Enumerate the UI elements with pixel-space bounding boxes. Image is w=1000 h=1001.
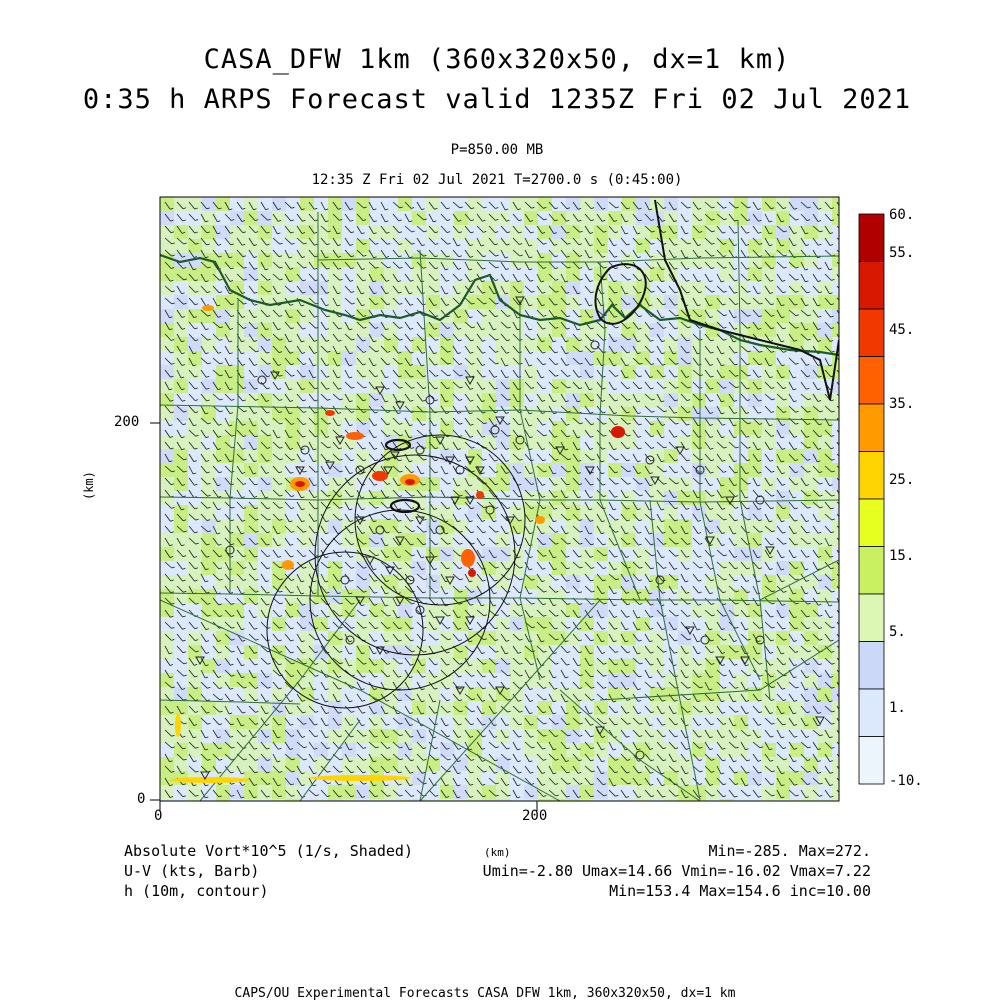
vorticity-shading <box>160 197 847 813</box>
height-stats: Min=153.4 Max=154.6 inc=10.00 <box>609 882 871 900</box>
colorbar <box>859 214 884 784</box>
y-axis-label: (km) <box>82 471 96 500</box>
colorbar-label: 60. <box>889 207 914 223</box>
pressure-level: P=850.00 MB <box>451 142 544 158</box>
footer-credit: CAPS/OU Experimental Forecasts CASA DFW 1km, 360x320x50, dx=1 km <box>235 986 736 1001</box>
legend-wind: U-V (kts, Barb) <box>124 862 259 880</box>
colorbar-label: 15. <box>889 548 914 564</box>
colorbar-label: 5. <box>889 624 906 640</box>
title-line-2: 0:35 h ARPS Forecast valid 1235Z Fri 02 Jul 2021 <box>83 84 911 115</box>
colorbar-label: -10. <box>889 773 923 789</box>
vorticity-stats: Min=-285. Max=272. <box>708 842 871 860</box>
colorbar-label: 55. <box>889 245 914 261</box>
wind-stats: Umin=-2.80 Umax=14.66 Vmin=-16.02 Vmax=7.22 <box>483 862 871 880</box>
title-line-1: CASA_DFW 1km (360x320x50, dx=1 km) <box>204 44 791 75</box>
colorbar-swatch <box>859 547 884 595</box>
x-tick-200: 200 <box>522 808 547 824</box>
colorbar-swatch <box>859 309 884 357</box>
colorbar-swatch <box>859 689 884 737</box>
colorbar-label: 35. <box>889 396 914 412</box>
colorbar-swatch <box>859 499 884 547</box>
colorbar-label: 25. <box>889 472 914 488</box>
colorbar-label: 1. <box>889 700 906 716</box>
y-tick-0: 0 <box>137 791 145 807</box>
x-axis-label: (km) <box>484 846 511 859</box>
colorbar-label: 45. <box>889 322 914 338</box>
colorbar-swatch <box>859 404 884 452</box>
colorbar-swatch <box>859 594 884 642</box>
valid-time: 12:35 Z Fri 02 Jul 2021 T=2700.0 s (0:45:00) <box>312 172 683 188</box>
colorbar-swatch <box>859 357 884 405</box>
x-tick-0: 0 <box>154 808 162 824</box>
colorbar-swatch <box>859 737 884 785</box>
colorbar-swatch <box>859 452 884 500</box>
colorbar-swatch <box>859 642 884 690</box>
legend-height: h (10m, contour) <box>124 882 269 900</box>
colorbar-swatch <box>859 214 884 262</box>
colorbar-swatch <box>859 262 884 310</box>
y-tick-200: 200 <box>114 414 139 430</box>
legend-vorticity: Absolute Vort*10^5 (1/s, Shaded) <box>124 842 413 860</box>
